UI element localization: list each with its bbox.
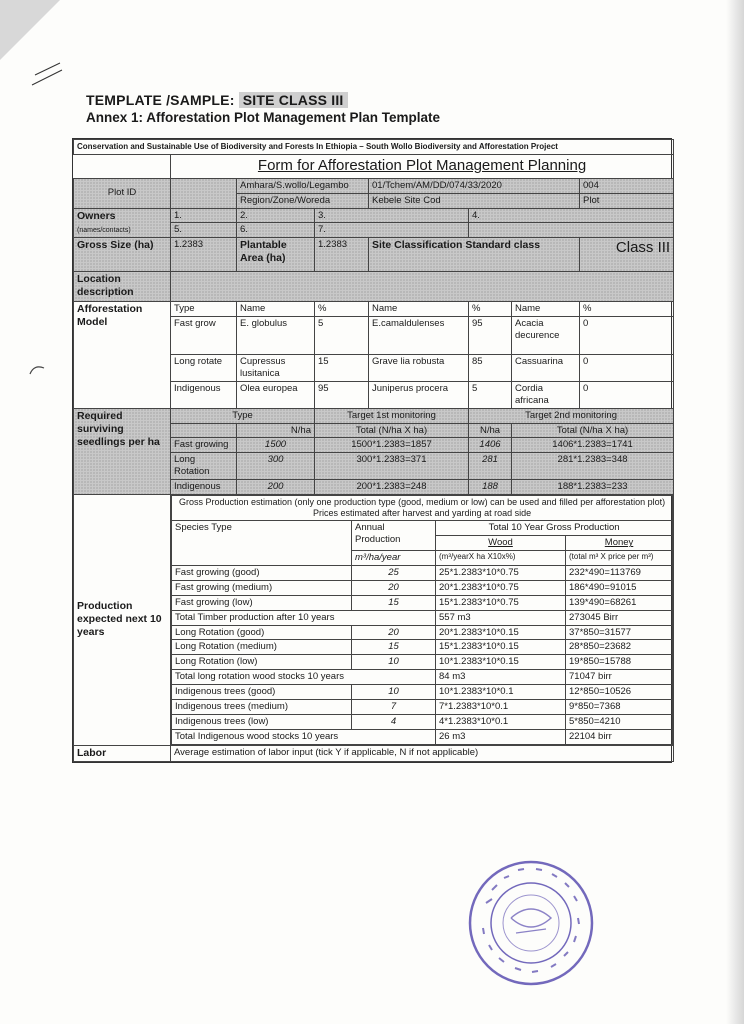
model-cell: Fast grow	[171, 317, 237, 355]
gross-size-value: 1.2383	[171, 238, 237, 272]
model-cell: 5	[469, 381, 512, 408]
prod-annual: 10	[352, 655, 436, 670]
seed-type: Indigenous	[171, 480, 237, 495]
model-cell: Acacia decurence	[512, 317, 580, 355]
prod-species: Long Rotation (good)	[172, 625, 352, 640]
wood-header: Wood	[436, 536, 566, 551]
nha-label-1: N/ha	[237, 423, 315, 438]
seed-nha-2: 188	[469, 480, 512, 495]
production-label: Production expected next 10 years	[74, 494, 171, 745]
region-value: Amhara/S.wollo/Legambo	[237, 178, 369, 193]
annex-title: Annex 1: Afforestation Plot Management Plan Template	[86, 110, 441, 125]
model-header-name-3: Name	[512, 302, 580, 317]
model-cell: Juniperus procera	[369, 381, 469, 408]
official-stamp	[466, 858, 596, 988]
prod-species: Long Rotation (medium)	[172, 640, 352, 655]
model-cell: Cupressus lusitanica	[237, 355, 315, 382]
kebele-value: 01/Tchem/AM/DD/074/33/2020	[369, 178, 580, 193]
prod-wood: 10*1.2383*10*0.1	[436, 685, 566, 700]
prod-annual: 4	[352, 714, 436, 729]
prod-money: 12*850=10526	[566, 685, 673, 700]
model-cell: 95	[469, 317, 512, 355]
prod-money: 9*850=7368	[566, 699, 673, 714]
site-class-highlight: SITE CLASS III	[239, 92, 348, 108]
total-timber-wood: 557 m3	[436, 610, 566, 625]
seed-total-1: 200*1.2383=248	[315, 480, 469, 495]
annual-production-header: Annual Production	[352, 521, 436, 551]
seed-type: Fast growing	[171, 438, 237, 453]
prod-species: Indigenous trees (low)	[172, 714, 352, 729]
wood-unit: (m³/yearX ha X10x%)	[436, 551, 566, 566]
total-label-1: Total (N/ha X ha)	[315, 423, 469, 438]
plan-form	[72, 138, 672, 763]
prod-species: Fast growing (medium)	[172, 580, 352, 595]
margin-scribble	[30, 55, 90, 95]
plantable-area-label: Plantable Area (ha)	[237, 238, 315, 272]
form-title: Form for Afforestation Plot Management Planning	[171, 155, 674, 179]
gross-production-note: Gross Production estimation (only one production type (good, medium or low) can be used and filled per afforestation plot) Prices estimated after harvest and yarding at road side	[172, 495, 673, 521]
owner-1: 1.	[171, 208, 237, 223]
prod-money: 28*850=23682	[566, 640, 673, 655]
seed-type: Long Rotation	[171, 453, 237, 480]
model-header-pct-1: %	[315, 302, 369, 317]
prod-species: Indigenous trees (good)	[172, 685, 352, 700]
prod-wood: 15*1.2383*10*0.15	[436, 640, 566, 655]
owners-label: Owners (names/contacts)	[74, 208, 171, 238]
seed-nha-2: 1406	[469, 438, 512, 453]
target-2-label: Target 2nd monitoring	[469, 408, 674, 423]
prod-money: 232*490=113769	[566, 566, 673, 581]
prod-wood: 15*1.2383*10*0.75	[436, 595, 566, 610]
prod-money: 186*490=91015	[566, 580, 673, 595]
prod-species: Fast growing (good)	[172, 566, 352, 581]
seed-total-1: 1500*1.2383=1857	[315, 438, 469, 453]
prod-money: 19*850=15788	[566, 655, 673, 670]
template-label: TEMPLATE /SAMPLE:	[86, 92, 235, 108]
model-cell: E. globulus	[237, 317, 315, 355]
seed-total-2: 1406*1.2383=1741	[512, 438, 674, 453]
total-indig-money: 22104 birr	[566, 729, 673, 744]
seed-total-1: 300*1.2383=371	[315, 453, 469, 480]
required-seedlings-label: Required surviving seedlings per ha	[74, 408, 171, 494]
model-cell: E.camaldulenses	[369, 317, 469, 355]
production-table	[171, 495, 673, 745]
prod-annual: 15	[352, 640, 436, 655]
production-section	[171, 494, 674, 745]
project-line: Conservation and Sustainable Use of Biodiversity and Forests In Ethiopia – South Wollo Biodiversity and Afforestation Project	[74, 140, 674, 155]
total-label-2: Total (N/ha X ha)	[512, 423, 674, 438]
seed-type-label: Type	[171, 408, 315, 423]
prod-wood: 20*1.2383*10*0.75	[436, 580, 566, 595]
owner-4: 4.	[469, 208, 674, 223]
site-classification-label: Site Classification Standard class	[369, 238, 580, 272]
template-heading	[86, 92, 348, 108]
gross-size-label: Gross Size (ha)	[74, 238, 171, 272]
plantable-area-value: 1.2383	[315, 238, 369, 272]
model-cell: 5	[315, 317, 369, 355]
model-cell: Cordia africana	[512, 381, 580, 408]
plot-value: 004	[580, 178, 674, 193]
nha-label-2: N/ha	[469, 423, 512, 438]
prod-annual: 20	[352, 580, 436, 595]
prod-wood: 4*1.2383*10*0.1	[436, 714, 566, 729]
prod-money: 139*490=68261	[566, 595, 673, 610]
model-cell: Grave lia robusta	[369, 355, 469, 382]
site-classification-value: Class III	[580, 238, 674, 272]
model-cell: 0	[580, 381, 674, 408]
model-cell: Cassuarina	[512, 355, 580, 382]
model-header-type: Type	[171, 302, 237, 317]
model-cell: 85	[469, 355, 512, 382]
prod-species: Fast growing (low)	[172, 595, 352, 610]
model-header-name-2: Name	[369, 302, 469, 317]
total-timber-label: Total Timber production after 10 years	[172, 610, 436, 625]
plot-id-label: Plot ID	[74, 178, 171, 208]
owner-6: 6.	[237, 223, 315, 238]
total-timber-money: 273045 Birr	[566, 610, 673, 625]
margin-mark	[28, 362, 48, 376]
model-header-pct-3: %	[580, 302, 674, 317]
labor-text: Average estimation of labor input (tick Y if applicable, N if not applicable)	[171, 745, 674, 761]
total10-header: Total 10 Year Gross Production	[436, 521, 673, 536]
kebele-label: Kebele Site Cod	[369, 193, 580, 208]
model-header-name-1: Name	[237, 302, 315, 317]
owner-2: 2.	[237, 208, 315, 223]
prod-money: 37*850=31577	[566, 625, 673, 640]
prod-wood: 7*1.2383*10*0.1	[436, 699, 566, 714]
model-cell: 15	[315, 355, 369, 382]
total-long-label: Total long rotation wood stocks 10 years	[172, 670, 436, 685]
model-cell: 95	[315, 381, 369, 408]
prod-wood: 10*1.2383*10*0.15	[436, 655, 566, 670]
model-cell: Olea europea	[237, 381, 315, 408]
location-value	[171, 272, 674, 302]
folded-corner	[0, 0, 60, 60]
seed-nha-1: 1500	[237, 438, 315, 453]
total-indig-label: Total Indigenous wood stocks 10 years	[172, 729, 436, 744]
prod-wood: 20*1.2383*10*0.15	[436, 625, 566, 640]
region-label: Region/Zone/Woreda	[237, 193, 369, 208]
money-header: Money	[566, 536, 673, 551]
seed-total-2: 188*1.2383=233	[512, 480, 674, 495]
page-edge-shadow	[726, 0, 744, 1024]
owner-3: 3.	[315, 208, 469, 223]
prod-annual: 25	[352, 566, 436, 581]
model-cell: Indigenous	[171, 381, 237, 408]
seed-nha-2: 281	[469, 453, 512, 480]
money-unit: (total m³ X price per m³)	[566, 551, 673, 566]
seed-nha-1: 300	[237, 453, 315, 480]
annual-unit: m³/ha/year	[352, 551, 436, 566]
model-cell: 0	[580, 355, 674, 382]
prod-annual: 20	[352, 625, 436, 640]
location-label: Location description	[74, 272, 171, 302]
form-table	[73, 139, 674, 762]
prod-money: 5*850=4210	[566, 714, 673, 729]
owner-5: 5.	[171, 223, 237, 238]
afforestation-model-label: Afforestation Model	[74, 302, 171, 408]
plot-label: Plot	[580, 193, 674, 208]
target-1-label: Target 1st monitoring	[315, 408, 469, 423]
prod-annual: 7	[352, 699, 436, 714]
total-indig-wood: 26 m3	[436, 729, 566, 744]
labor-label: Labor	[74, 745, 171, 761]
prod-annual: 15	[352, 595, 436, 610]
species-type-header: Species Type	[172, 521, 352, 566]
prod-species: Indigenous trees (medium)	[172, 699, 352, 714]
total-long-wood: 84 m3	[436, 670, 566, 685]
seed-nha-1: 200	[237, 480, 315, 495]
seed-total-2: 281*1.2383=348	[512, 453, 674, 480]
model-cell: 0	[580, 317, 674, 355]
model-header-pct-2: %	[469, 302, 512, 317]
prod-annual: 10	[352, 685, 436, 700]
total-long-money: 71047 birr	[566, 670, 673, 685]
prod-wood: 25*1.2383*10*0.75	[436, 566, 566, 581]
prod-species: Long Rotation (low)	[172, 655, 352, 670]
owner-7: 7.	[315, 223, 469, 238]
model-cell: Long rotate	[171, 355, 237, 382]
